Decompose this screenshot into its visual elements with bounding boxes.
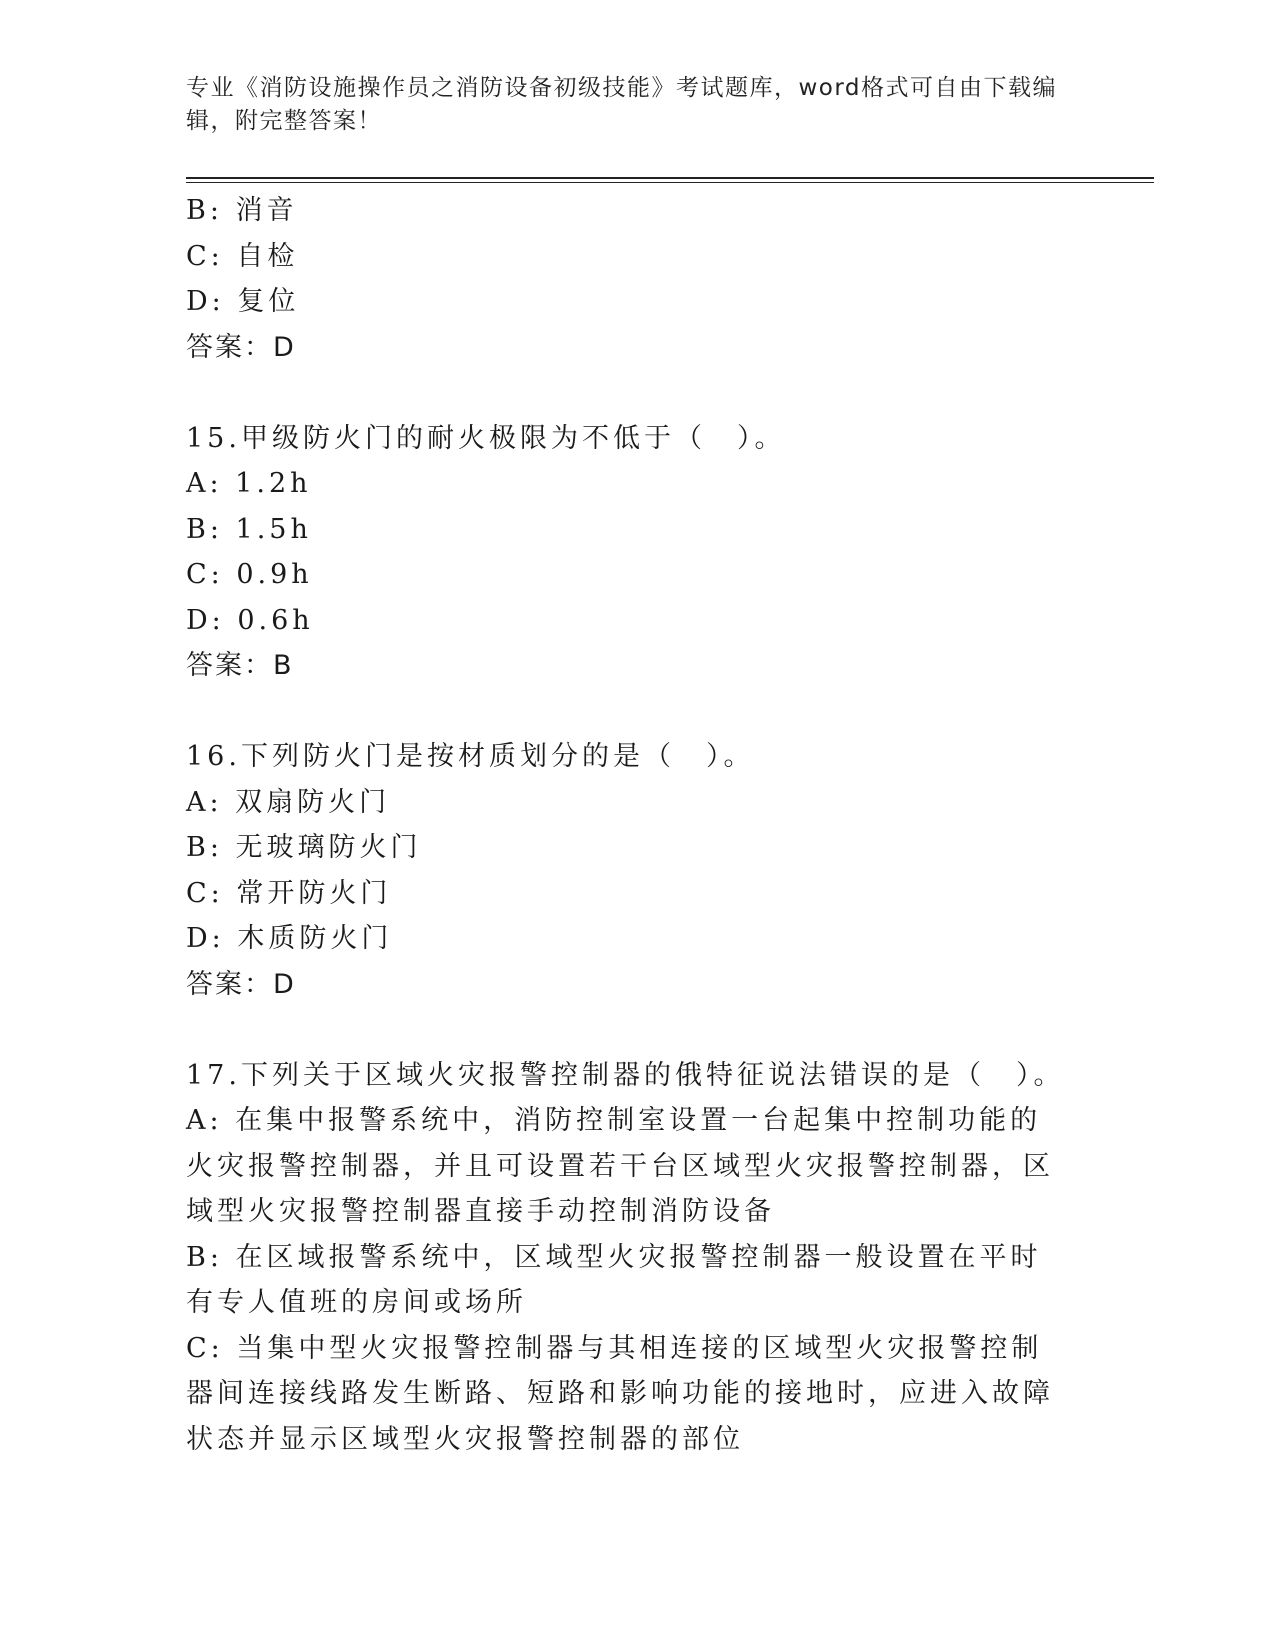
option-b: B: 无玻璃防火门	[186, 832, 422, 863]
prev-question	[186, 188, 1086, 370]
option-b: B: 1.5h	[186, 513, 312, 545]
spacer	[186, 689, 1086, 735]
option-d: D: 0.6h	[186, 604, 314, 636]
option-c: C: 当集中型火灾报警控制器与其相连接的区域型火灾报警控制器间连接线路发生断路、短路和影响功能的接地时，应进入故障状态并显示区域型火灾报警控制器的部位	[186, 1332, 1054, 1455]
option-c: C: 0.9h	[186, 559, 313, 590]
spacer	[186, 1007, 1086, 1053]
option-d: D: 复位	[186, 286, 300, 317]
question-stem: 16.下列防火门是按材质划分的是（ ）。	[186, 741, 755, 772]
question-stem: 17.下列关于区域火灾报警控制器的俄特征说法错误的是（ ）。	[186, 1059, 1065, 1091]
page-header: 专业《消防设施操作员之消防设备初级技能》考试题库，word格式可自由下载编辑，附完整答案！	[186, 75, 1058, 134]
option-a: A: 双扇防火门	[186, 786, 391, 818]
question-15	[186, 416, 1086, 689]
option-c: C: 自检	[186, 240, 299, 272]
answer-line: 答案：D	[186, 968, 296, 1000]
option-a: A: 在集中报警系统中，消防控制室设置一台起集中控制功能的火灾报警控制器，并且可设置若干台区域型火灾报警控制器，区域型火灾报警控制器直接手动控制消防设备	[186, 1105, 1054, 1227]
option-c: C: 常开防火门	[186, 877, 392, 909]
question-16	[186, 734, 1086, 1007]
question-stem: 15.甲级防火门的耐火极限为不低于（ ）。	[186, 422, 786, 454]
answer-line: 答案：D	[186, 331, 296, 363]
question-content	[186, 188, 1086, 1462]
answer-line: 答案：B	[186, 650, 294, 681]
option-a: A: 1.2h	[186, 468, 312, 499]
header-divider	[186, 177, 1154, 183]
option-b: B: 消音	[186, 195, 298, 226]
spacer	[186, 370, 1086, 416]
option-d: D: 木质防火门	[186, 923, 393, 954]
question-17	[186, 1053, 1086, 1463]
option-b: B: 在区域报警系统中，区域型火灾报警控制器一般设置在平时有专人值班的房间或场所	[186, 1241, 1042, 1318]
